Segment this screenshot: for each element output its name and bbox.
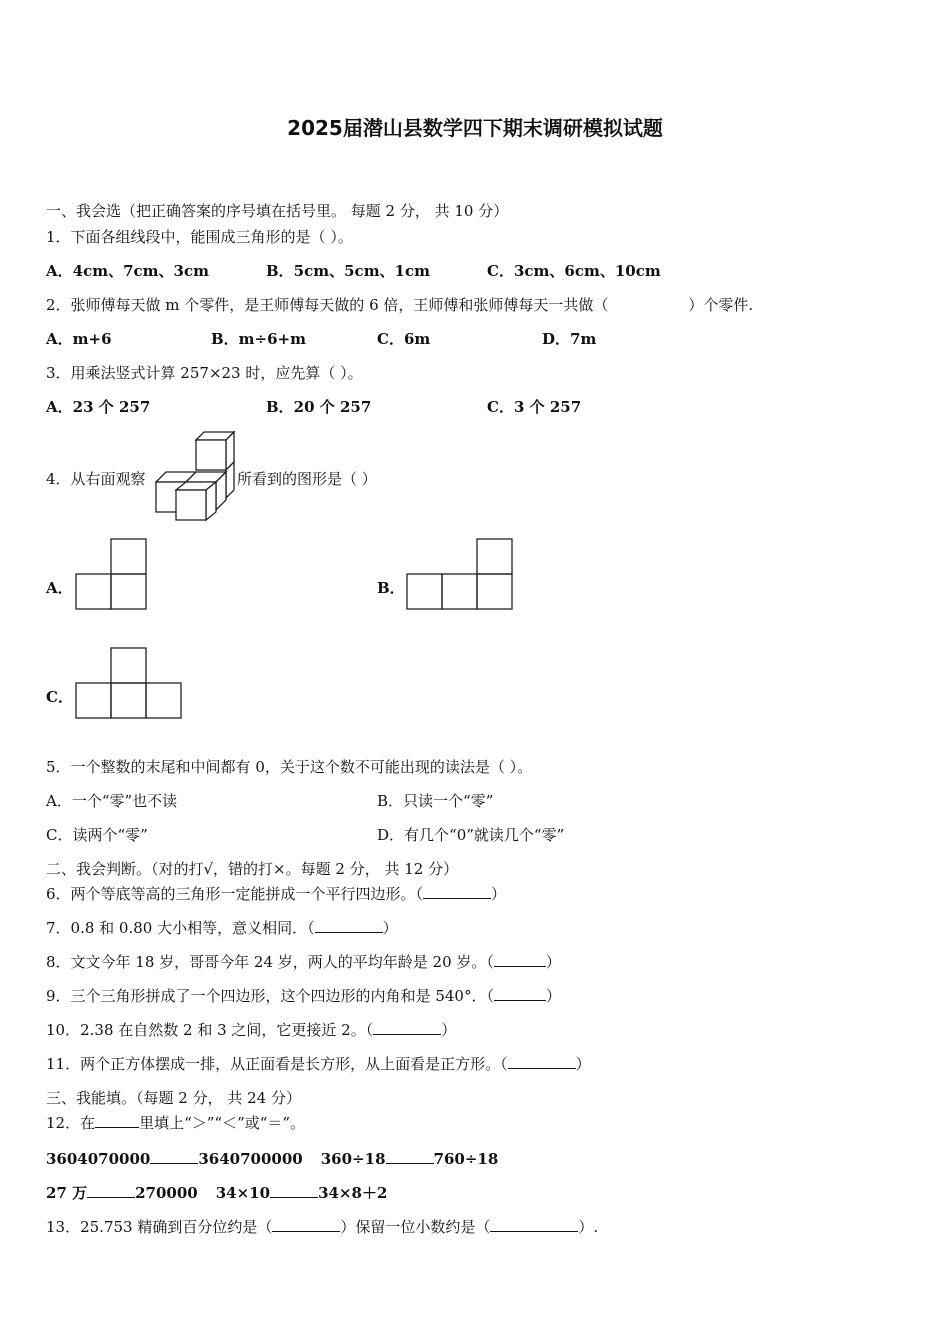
question-6 [46, 884, 506, 904]
q12-r2a: 27 万 [46, 1184, 88, 1202]
question-10 [46, 1020, 456, 1040]
q12-r2b: 270000 [135, 1184, 198, 1202]
q12-r1a: 3604070000 [46, 1150, 151, 1168]
q6-text: 6．两个等底等高的三角形一定能拼成一个平行四边形。（ [46, 885, 424, 903]
section-3-heading: 三、我能填。（每题 2 分， 共 24 分） [46, 1089, 301, 1107]
question-4-before: 4．从右面观察 [46, 470, 146, 488]
answer-blank[interactable] [373, 1020, 441, 1035]
q13-text-2: ）保留一位小数约是（ [340, 1218, 491, 1236]
q5-option-a: A．一个“零”也不读 [46, 792, 178, 810]
q11-text: 11．两个正方体摆成一排，从正面看是长方形，从上面看是正方形。（ [46, 1055, 508, 1073]
q3-option-a: A．23 个 257 [46, 398, 151, 416]
section-1-heading: 一、我会选（把正确答案的序号填在括号里。 每题 2 分， 共 10 分） [46, 202, 509, 220]
q12-r1c: 360÷18 [320, 1150, 386, 1168]
question-12 [46, 1113, 305, 1133]
answer-blank[interactable] [490, 1217, 578, 1232]
question-7 [46, 918, 398, 938]
q12-r1d: 760÷18 [433, 1150, 499, 1168]
q2-option-a: A．m+6 [46, 330, 112, 348]
q13-text-3: ）. [578, 1218, 599, 1236]
q2-text-2: ）个零件. [688, 296, 754, 314]
q9-text: 9．三个三角形拼成了一个四边形，这个四边形的内角和是 540°．（ [46, 987, 494, 1005]
q8-text: 8．文文今年 18 岁，哥哥今年 24 岁，两人的平均年龄是 20 岁。（ [46, 953, 494, 971]
answer-blank[interactable] [95, 1113, 139, 1128]
question-5: 5．一个整数的末尾和中间都有 0，关于这个数不可能出现的读法是（ ）。 [46, 758, 533, 776]
q12-r1b: 3640700000 [198, 1150, 303, 1168]
q10-end: ） [441, 1021, 457, 1039]
q4-option-b-figure [405, 537, 515, 611]
cube-stack-figure [154, 430, 238, 522]
section-2-heading: 二、我会判断。（对的打√，错的打×。每题 2 分， 共 12 分） [46, 860, 459, 878]
q5-option-b: B．只读一个“零” [377, 792, 494, 810]
q7-end: ） [382, 919, 398, 937]
page-title: 2025届潜山县数学四下期末调研模拟试题 [287, 116, 663, 140]
q2-option-b: B．m÷6+m [211, 330, 306, 348]
q12-row-1 [46, 1149, 498, 1169]
q4-option-a-figure [74, 537, 150, 611]
question-11 [46, 1054, 591, 1074]
q13-text-1: 13．25.753 精确到百分位约是（ [46, 1218, 273, 1236]
q12-row-2 [46, 1183, 387, 1203]
q6-end: ） [491, 885, 507, 903]
question-13 [46, 1217, 598, 1237]
answer-blank[interactable] [508, 1054, 576, 1069]
answer-blank[interactable] [494, 986, 546, 1001]
q7-text: 7．0.8 和 0.80 大小相等，意义相同．（ [46, 919, 315, 937]
q1-option-c: C．3cm、6cm、10cm [487, 262, 661, 280]
question-4-after: 所看到的图形是（ ） [237, 470, 377, 488]
question-1: 1．下面各组线段中，能围成三角形的是（ ）。 [46, 228, 353, 246]
answer-blank[interactable] [423, 884, 491, 899]
q4-option-a-label: A． [46, 579, 73, 597]
question-9 [46, 986, 561, 1006]
q12-text-1: 12．在 [46, 1114, 96, 1132]
q4-option-c-figure [74, 646, 184, 720]
q12-r2d: 34×8＋2 [318, 1184, 388, 1202]
q1-option-a: A．4cm、7cm、3cm [46, 262, 209, 280]
answer-blank[interactable] [315, 918, 383, 933]
answer-blank[interactable] [494, 952, 546, 967]
answer-blank[interactable] [270, 1183, 318, 1198]
question-2 [46, 295, 753, 315]
answer-blank[interactable] [87, 1183, 135, 1198]
q3-option-b: B．20 个 257 [266, 398, 372, 416]
q5-option-c: C．读两个“零” [46, 826, 148, 844]
q3-option-c: C．3 个 257 [487, 398, 582, 416]
answer-blank[interactable] [386, 1149, 434, 1164]
q12-r2c: 34×10 [215, 1184, 271, 1202]
q4-option-c-label: C． [46, 688, 73, 706]
answer-blank[interactable] [272, 1217, 340, 1232]
q11-end: ） [575, 1055, 591, 1073]
q2-option-d: D．7m [542, 330, 597, 348]
question-8 [46, 952, 561, 972]
q4-option-b-label: B． [377, 579, 405, 597]
q10-text: 10．2.38 在自然数 2 和 3 之间，它更接近 2。（ [46, 1021, 374, 1039]
q2-option-c: C．6m [377, 330, 431, 348]
answer-blank[interactable] [150, 1149, 198, 1164]
q1-option-b: B．5cm、5cm、1cm [266, 262, 431, 280]
q9-end: ） [545, 987, 561, 1005]
q12-text-2: 里填上“＞”“＜”或“＝”。 [139, 1114, 306, 1132]
q2-text-1: 2．张师傅每天做 m 个零件，是王师傅每天做的 6 倍，王师傅和张师傅每天一共做（ [46, 296, 609, 314]
q5-option-d: D．有几个“0”就读几个“零” [377, 826, 565, 844]
question-3: 3．用乘法竖式计算 257×23 时，应先算（ ）。 [46, 364, 363, 382]
q8-end: ） [545, 953, 561, 971]
